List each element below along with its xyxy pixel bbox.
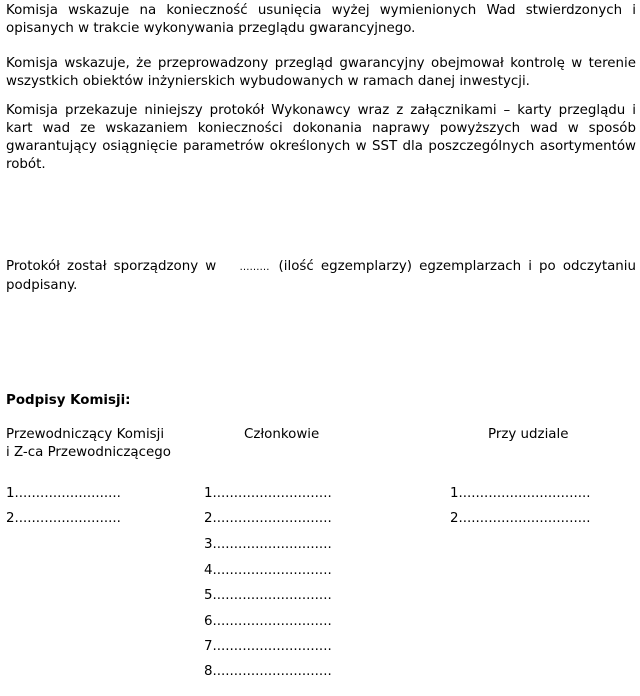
member-signature-line-5: 5............................ [204, 588, 332, 603]
paragraph-protocol-handover: Komisja przekazuje niniejszy protokół Wykonawcy wraz z załącznikami – karty przeglądu i kart wad ze wskazaniem konieczności dokonania naprawy powyższych wad w sposób gwarantujący osiągnięcie parametrów określonych w SST dla poszczególnych asortymentów robót. [6, 103, 636, 172]
paragraph-copies-count [6, 258, 636, 295]
members-column-header: Członkowie [244, 427, 320, 442]
chairman-column-header [6, 426, 171, 462]
copies-text-after: (ilość egzemplarzy) egzemplarzach i po odczytaniu podpisany. [6, 259, 636, 293]
member-signature-line-2: 2............................ [204, 511, 332, 526]
participants-column-header: Przy udziale [488, 427, 569, 442]
member-signature-line-6: 6............................ [204, 614, 332, 629]
paragraph-inspection-scope: Komisja wskazuje, że przeprowadzony przegląd gwarancyjny obejmował kontrolę w terenie wszystkich obiektów inżynierskich wybudowanych w ramach danej inwestycji. [6, 56, 636, 89]
signatures-heading: Podpisy Komisji: [6, 393, 131, 408]
member-signature-line-4: 4............................ [204, 563, 332, 578]
copies-count-blank: ……… [239, 262, 270, 273]
member-signature-line-1: 1............................ [204, 486, 332, 501]
chairman-header-line-1: Przewodniczący Komisji [6, 427, 165, 442]
paragraph-defects-removal: Komisja wskazuje na konieczność usunięcia wyżej wymienionych Wad stwierdzonych i opisanych w trakcie wykonywania przeglądu gwarancyjnego. [6, 3, 636, 36]
participant-signature-line-2: 2............................... [450, 511, 591, 526]
member-signature-line-7: 7............................ [204, 639, 332, 654]
chairman-signature-line-1: 1......................... [6, 486, 121, 501]
chairman-header-line-2: i Z-ca Przewodniczącego [6, 445, 171, 460]
member-signature-line-8: 8............................ [204, 664, 332, 679]
copies-text-before: Protokół został sporządzony w [6, 259, 217, 274]
chairman-signature-line-2: 2......................... [6, 511, 121, 526]
participant-signature-line-1: 1............................... [450, 486, 591, 501]
member-signature-line-3: 3............................ [204, 537, 332, 552]
